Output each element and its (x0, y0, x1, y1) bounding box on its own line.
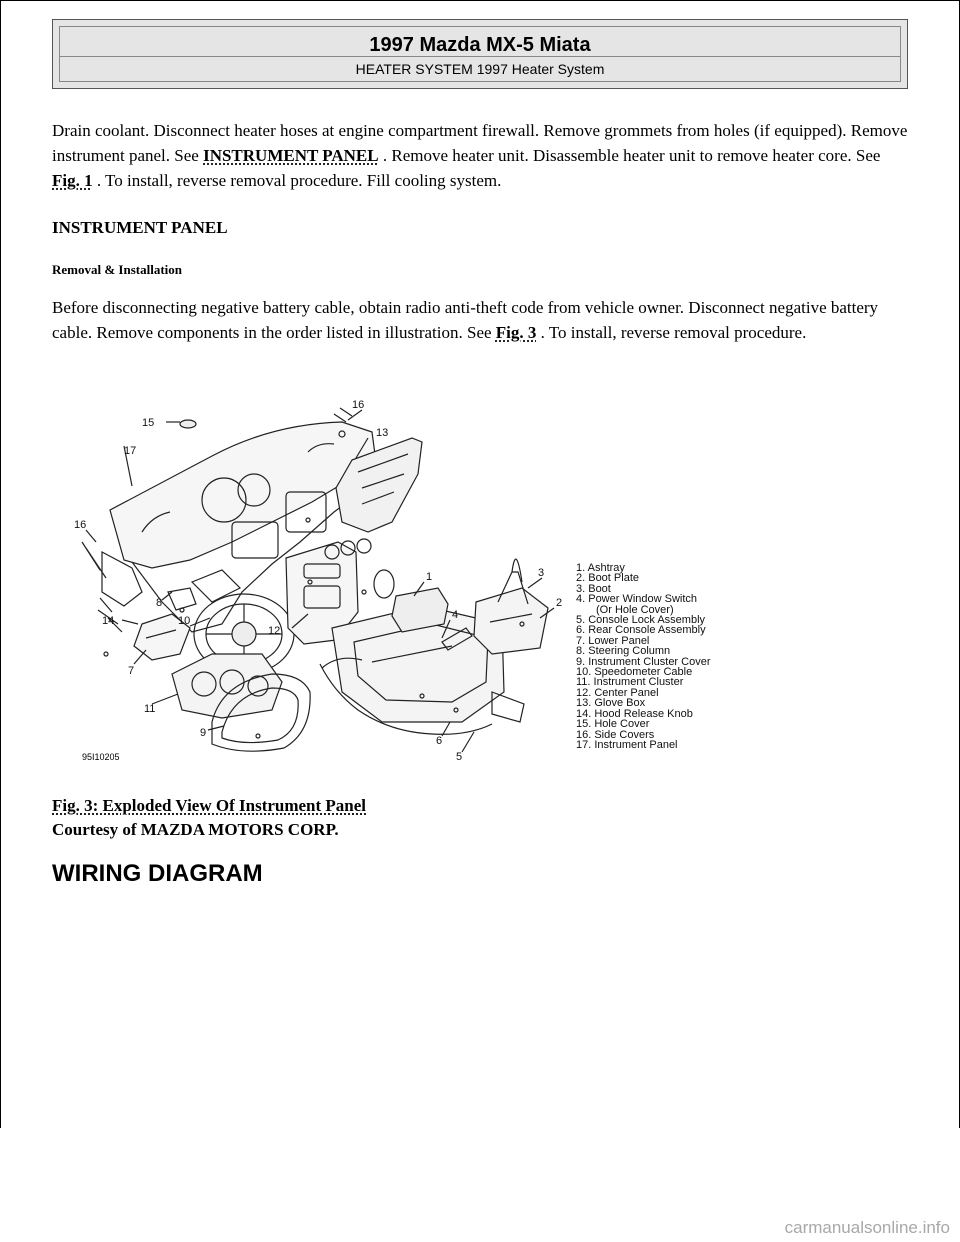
legend-item: 7. Lower Panel (576, 634, 650, 647)
legend-item: 12. Center Panel (576, 686, 659, 699)
callout-4: 4 (452, 609, 459, 621)
callout-2: 2 (556, 597, 563, 609)
figure-code: 95I10205 (82, 752, 120, 762)
figure-caption (52, 796, 366, 816)
legend-item: 11. Instrument Cluster (576, 676, 684, 689)
legend-item: 3. Boot (576, 582, 611, 595)
figure-legend (576, 563, 711, 750)
legend-item: 8. Steering Column (576, 645, 671, 658)
legend-item: 4. Power Window Switch (576, 593, 698, 606)
callout-16-left: 16 (74, 519, 87, 531)
legend-item: 15. Hole Cover (576, 718, 650, 731)
legend-item: 17. Instrument Panel (576, 738, 678, 751)
instrument-panel-heading: INSTRUMENT PANEL (52, 218, 228, 237)
wiring-diagram-heading: WIRING DIAGRAM (52, 860, 263, 887)
legend-item: (Or Hole Cover) (596, 603, 674, 616)
legend-item: 9. Instrument Cluster Cover (576, 655, 711, 668)
heater-core-text-1: Drain coolant. Disconnect heater hoses at engine compartment firewall. Remove grommets from holes (if equipped). Remove instrument panel. See (52, 121, 908, 165)
legend-item: 16. Side Covers (576, 728, 655, 741)
callout-10: 10 (178, 615, 191, 627)
instrument-panel-text-2: . To install, reverse removal procedure. (536, 323, 807, 342)
callout-8: 8 (156, 597, 163, 609)
callout-7: 7 (128, 665, 135, 677)
callout-6: 6 (436, 735, 443, 747)
callout-16-right: 16 (352, 399, 365, 411)
fig-3-link[interactable]: Fig. 3 (495, 323, 537, 342)
callout-5: 5 (456, 751, 463, 763)
legend-item: 14. Hood Release Knob (576, 707, 693, 720)
callout-3: 3 (538, 567, 545, 579)
manual-title: 1997 Mazda MX-5 Miata (369, 34, 591, 56)
page-header (52, 19, 908, 89)
callout-1: 1 (426, 571, 433, 583)
legend-item: 5. Console Lock Assembly (576, 614, 706, 627)
instrument-panel-paragraph (52, 295, 912, 345)
heater-core-paragraph (52, 118, 912, 193)
fig-1-link[interactable]: Fig. 1 (52, 171, 93, 190)
callout-9: 9 (200, 727, 207, 739)
callout-15: 15 (142, 417, 155, 429)
figure-credit: Courtesy of MAZDA MOTORS CORP. (52, 820, 339, 839)
legend-item: 6. Rear Console Assembly (576, 624, 706, 637)
removal-installation-subheading: Removal & Installation (52, 262, 182, 277)
instrument-panel-text-1: Before disconnecting negative battery cable, obtain radio anti-theft code from vehicle owner. Disconnect negative battery cable. Remove components in the order listed in illustration. See (52, 298, 879, 342)
callout-17: 17 (124, 445, 137, 457)
heater-core-text-3: . To install, reverse removal procedure. Fill cooling system. (92, 171, 502, 190)
legend-item: 2. Boot Plate (576, 572, 639, 585)
legend-item: 13. Glove Box (576, 697, 646, 710)
manual-subtitle: HEATER SYSTEM 1997 Heater System (355, 61, 605, 77)
callout-12: 12 (268, 625, 281, 637)
instrument-panel-link[interactable]: INSTRUMENT PANEL (203, 146, 379, 165)
callout-11: 11 (144, 703, 156, 715)
legend-item: 10. Speedometer Cable (576, 666, 693, 679)
legend-item: 1. Ashtray (576, 562, 625, 574)
callout-13: 13 (376, 427, 389, 439)
heater-core-text-2: . Remove heater unit. Disassemble heater unit to remove heater core. See (378, 146, 881, 165)
watermark: carmanualsonline.info (784, 1218, 950, 1237)
callout-14: 14 (102, 615, 115, 627)
header-divider (60, 56, 900, 57)
page-header-inner (59, 26, 901, 82)
figure-caption-link[interactable]: Fig. 3: Exploded View Of Instrument Panel (52, 796, 367, 815)
